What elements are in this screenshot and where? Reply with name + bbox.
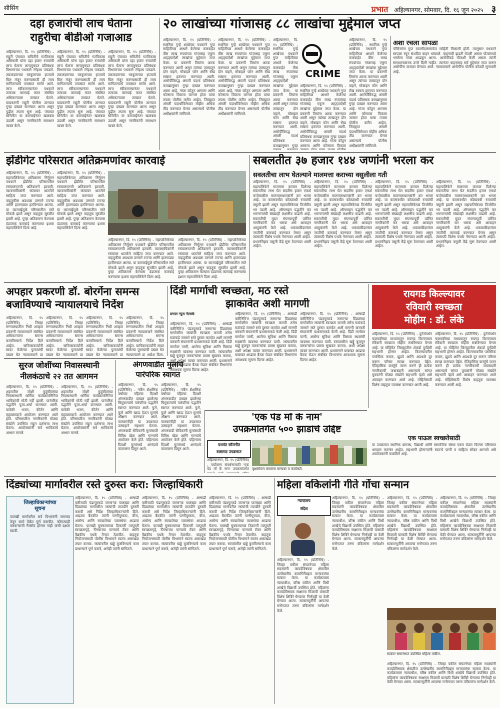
encroach-photo: [108, 171, 246, 235]
issue-date: अहिल्यानगर, सोमवार, दि. १६ जून २०२५: [394, 6, 484, 14]
dindi-body-col1: अहिल्यानगर, दि. १५ (प्रतिनिधि) - आषाढी वारीनिमित्त पंढरपूरकडे जाणाऱ्या दिंड्यांच्या मार्गावरील रस्त्यांची स्वच्छता करावी तसेच मठांकडे जाणारे रस्ते दुरुस्त करावेत अशी मागणी वारकरी संघटनांनी प्रशासनाकडे केली आहे. दिंडी मार्गावर पाणी, आरोग्य सुविधा आणि विसावा स्थळांची व्यवस्था करण्यात यावी. रस्त्यावरील खड्डे बुजवून वारकऱ्यांचा प्रवास सुखकर करावा, अशी अपेक्षा व्यक्त करण्यात आली. प्रशासनाने याबाबत आढावा बैठक घेऊन संबंधित विभागांना आवश्यक सूचना दिल्या आहेत.: [170, 322, 232, 372]
tree-label-2: बाबाच्या उपक्रमात: [216, 449, 242, 454]
anganwadi-body-col2: अहिल्यानगर, दि. १५ (प्रतिनिधि) - नवीन शैक्षणिक वर्षाच्या पहिल्या दिवशी अंगणवाडीत दाखल झालेल्या चिमुकल्यांचे पारंपरिक पद्धतीने स्वागत करण्यात आले. फुगे, फुले आणि खाऊ देऊन मुलांचे औक्षण करण्यात आले. पालकांनीही या उपक्रमात उत्साहाने सहभाग घेतला. अंगणवाडी सेविकांनी मुलांसाठी विविध खेळ आणि गाण्यांचे आयोजन केले होते. पहिल्याच दिवशी मुलांमध्ये आनंदाचे वातावरण दिसून आले.: [161, 383, 201, 452]
bribe-headline: दहा हजारांची लाच घेताना: [30, 18, 132, 30]
page-number: ३: [491, 4, 496, 15]
court-label: न्यायालय: [297, 498, 311, 503]
lawyers-body-col1: अहिल्यानगर, दि. १५ (प्रतिनिधि) - जिल्हा वकील संघटनेच्या महिला सदस्यांनी कायदेविषयक क्षेत्रातील उल्लेखनीय कामगिरीबद्दल मान्यवरांचा सत्कार केला. या कार्यक्रमाला न्यायाधीश, वरिष्ठ वकील आणि विधी शाखेचे विद्यार्थी उपस्थित होते. महिलांना कायदेविषयक साक्षरता मिळावी यासाठी विशेष शिबिरे घेण्याचा निर्णयही या वेळी घेण्यात आला. सत्कारमूर्तींनी आपल्या मनोगतात तरुण वकिलांना मार्गदर्शन केले.: [277, 558, 329, 613]
tree-label-box: [207, 440, 251, 458]
court-label-box: [277, 496, 331, 516]
joshi-headline-2: नीलकंठाचे २२ तत आगमन: [20, 372, 98, 381]
masthead: [371, 2, 496, 15]
ganja-body-col5: अहिल्यानगर, दि. १५ (प्रतिनिधि) - स्थानिक गुन्हे शाखेच्या पथकाने गुप्त माहितीच्या आधारे केलेल्या कारवाईत वीस लाख रुपयांच्या गांजासह एकूण अठ्ठ्याऐंशी लाखांचा मुद्देमाल जप्त केला. या प्रकरणी तिघांना अटक करण्यात आली असून त्यांच्या ताब्यातून दोन वाहने, मोबाइल फोन आणि रोख रक्कम हस्तगत करण्यात आली. आरोपींविरुद्ध अंमली पदार्थ प्रतिबंधक कायद्यानुसार गुन्हा दाखल करण्यात आला आहे. गांजा कोठून आणला आणि कोणाला विकला जाणार होता याचा तपास पोलीस करीत आहेत. जिल्ह्यात अंमली पदार्थांविरोधात मोहीम अधिक तीव्र करण्यात येणार असल्याचे पोलीस अधीक्षकांनी सांगितले.: [349, 38, 387, 148]
lawyers-headline: महिला वकिलांनी गीते गोंचा सन्मान: [277, 479, 409, 491]
raigad-headline-3: मोहीम : डॉ. लंके: [404, 315, 464, 326]
tax-body-col1: अहिल्यानगर, दि. १५ (प्रतिनिधि) - महापालिकेने मालमत्ता करावर दिलेल्या सवलतीचा लाभ घेत सदतीस हजार एकशे चव्वेचाळीस मालमत्ताधारकांनी कर भरला आहे. या कालावधीत कोट्यवधी रुपयांची वसुली झाली असून महापालिकेच्या तिजोरीत भर पडली आहे. ऑनलाइन पद्धतीने कर भरणाऱ्यांची संख्याही लक्षणीय वाढली आहे. सवलतीची मुदत संपण्यापूर्वी उर्वरित नागरिकांनी कर भरावा असे आवाहन आयुक्तांनी केले आहे. थकबाकीदारांवर जप्तीची कारवाई करण्यात येणार असून त्यासाठी विशेष पथके नेमण्यात आली आहेत. प्रभागनिहाय वसुली केंद्रे सुरू ठेवण्यात आली आहेत.: [253, 180, 311, 249]
roads-headline: दिंड्यांच्या मार्गावरील रस्ते दुरुस्त करा: जिल्हाधिकारी: [6, 479, 203, 491]
roads-body-col3: अहिल्यानगर, दि. १५ (प्रतिनिधि) - आषाढी वारीसाठी पंढरपूरकडे जाणाऱ्या पालख्या आणि दिंड्यांच्या मार्गावरील रस्त्यांची तातडीने दुरुस्ती करावी असे निर्देश जिल्हाधिकाऱ्यांनी दिले. आढावा बैठकीत त्यांनी पाणीपुरवठा, वीज, आरोग्य आणि स्वच्छतेच्या व्यवस्थेचा आढावा घेतला. पालखी मुक्कामाच्या ठिकाणी तात्पुरती स्वच्छतागृहे, पिण्याच्या पाण्याचे टँकर आणि वैद्यकीय पथके तैनात ठेवावीत. वाहतूक नियोजनासाठी पोलीस विभागाने स्वतंत्र आराखडा तयार करावा. रस्त्यांवरील खड्डे बुजविण्याचे काम प्राधान्याने पूर्ण करावे, असेही त्यांनी सांगितले.: [209, 496, 271, 551]
dindi-headline: दिंडी मार्गाची स्वच्छता, मठ रस्ते: [170, 285, 289, 297]
raigad-body-col1: अहिल्यानगर, दि. १५ (प्रतिनिधि) - दुर्गसंवर्धन चळवळीच्या माध्यमातून रायगड किल्ल्यावर रविवारी स्वच्छता मोहीम राबविण्यात येणार आहे. या मोहिमेत जिल्ह्यातील शेकडो दुर्गप्रेमी सहभागी होणार आहेत. किल्ल्यावरील प्लास्टिक कचरा, झुडपे आणि अडथळे दूर करून परिसर स्वच्छ करण्यात येईल. ऐतिहासिक वास्तूंचे जतन करणे ही प्रत्येक नागरिकाची जबाबदारी असल्याचे सांगत युवकांनी मोठ्या संख्येने सहभागी व्हावे असे आवाहन करण्यात आले आहे. मोहिमेसाठी विशेष वाहतूक व्यवस्था करण्यात आली आहे.: [372, 332, 432, 387]
lawyers-body-col3: अहिल्यानगर, दि. १५ (प्रतिनिधि) - जिल्हा वकील संघटनेच्या महिला सदस्यांनी कायदेविषयक क्षेत्रातील उल्लेखनीय कामगिरीबद्दल मान्यवरांचा सत्कार केला. या कार्यक्रमाला न्यायाधीश, वरिष्ठ वकील आणि विधी शाखेचे विद्यार्थी उपस्थित होते. महिलांना कायदेविषयक साक्षरता मिळावी यासाठी विशेष शिबिरे घेण्याचा निर्णयही या वेळी घेण्यात आला. सत्कारमूर्तींनी आपल्या मनोगतात तरुण वकिलांना मार्गदर्शन केले.: [387, 496, 437, 551]
ganja-side-body: पोलिसांना गुप्त बातमीदारामार्फत माहिती मिळाली होती. त्यानुसार पथकाने सापळा रचून संशयित वाहन थांबवले. वाहनाची झडती घेतली असता पोत्यांमध्ये भरलेला गांजा आढळून आला. आरोपींकडे चौकशी केली असता त्यांनी समाधानकारक उत्तरे दिली नाहीत. त्यानंतर वाहनासह सर्व मुद्देमाल जप्त करून आरोपींना ताब्यात घेण्यात आले. न्यायालयाने आरोपींना पोलीस कोठडी सुनावली आहे.: [393, 47, 496, 74]
ganja-body-col4: अहिल्यानगर, दि. १५ (प्रतिनिधि) - स्थानिक गुन्हे शाखेच्या पथकाने गुप्त माहितीच्या आधारे केलेल्या कारवाईत वीस लाख रुपयांच्या गांजासह एकूण अठ्ठ्याऐंशी लाखांचा मुद्देमाल जप्त केला. या प्रकरणी तिघांना अटक करण्यात आली असून त्यांच्या ताब्यातून दोन वाहने, मोबाइल फोन आणि रोख रक्कम हस्तगत करण्यात आली. आरोपींविरुद्ध अंमली पदार्थ प्रतिबंधक कायद्यानुसार गुन्हा दाखल करण्यात आला आहे. गांजा कोठून आणला आणि कोणाला विकला: [300, 84, 346, 148]
collector-box-head: [7, 500, 73, 512]
brand-logo: प्रभात: [371, 4, 389, 14]
court-body-col2: अहिल्यानगर, दि. १५ (प्रतिनिधि) - जिल्हा रुग्णालयातील निधी अपहार प्रकरणी न्यायालयाने संबंधित अधिकाऱ्यांना समन्स बजाविण्याचे निर्देश दिले आहेत. याचिकाकर्त्यांनी सादर केलेल्या पुराव्यांची दखल घेत न्यायालयाने हा: [46, 316, 83, 356]
raigad-headline-2: रविवारी स्वच्छता: [405, 302, 463, 313]
joshi-body-col1: अहिल्यानगर, दि. १५ (प्रतिनिधि) - शहरातील जोशी कुटुंबीयांच्या निवासस्थानी धार्मिक कार्यक्रमानिमित्त भाविकांची मोठी गर्दी झाली. पारंपरिक पद्धतीने पूजा-अर्चा करण्यात आली. यावेळी भजन, कीर्तन आणि महाप्रसादाचे आयोजन करण्यात आले होते. परिसरातील नागरिकांनी मोठ्या संख्येने उपस्थित राहून दर्शनाचा लाभ घेतला. आयोजकांनी सर्व भाविकांचे आभार मानले.: [6, 385, 58, 435]
dindi-body-col3: अहिल्यानगर, दि. १५ (प्रतिनिधि) - आषाढी वारीनिमित्त पंढरपूरकडे जाणाऱ्या दिंड्यांच्या मार्गावरील रस्त्यांची स्वच्छता करावी तसेच मठांकडे जाणारे रस्ते दुरुस्त करावेत अशी मागणी वारकरी संघटनांनी प्रशासनाकडे केली आहे. दिंडी मार्गावर पाणी, आरोग्य सुविधा आणि विसावा स्थळांची व्यवस्था करण्यात यावी. रस्त्यावरील खड्डे बुजवून वारकऱ्यांचा प्रवास सुखकर करावा, अशी अपेक्षा व्यक्त करण्यात आली. प्रशासनाने याबाबत आढावा बैठक घेऊन संबंधित विभागांना आवश्यक सूचना दिल्या आहेत.: [300, 312, 365, 362]
anganwadi-body-col1: अहिल्यानगर, दि. १५ (प्रतिनिधि) - नवीन शैक्षणिक वर्षाच्या पहिल्या दिवशी अंगणवाडीत दाखल झालेल्या चिमुकल्यांचे पारंपरिक पद्धतीने स्वागत करण्यात आले. फुगे, फुले आणि खाऊ देऊन मुलांचे औक्षण करण्यात आले. पालकांनीही या उपक्रमात उत्साहाने सहभाग घेतला. अंगणवाडी सेविकांनी मुलांसाठी विविध खेळ आणि गाण्यांचे आयोजन केले होते. पहिल्याच दिवशी मुलांमध्ये आनंदाचे वातावरण दिसून आले.: [118, 383, 158, 452]
lawyers-caption: सत्कार समारंभात उपस्थित महिला वकील.: [387, 652, 441, 656]
bribe-body-col1: अहिल्यानगर, दि. १५ (प्रतिनिधि) - राहुरी पंचायत समितीचे गटविकास अधिकारी यांना दहा हजार रुपयांची लाच घेताना लाचलुचपत प्रतिबंधक विभागाच्या पथकाने रंगेहाथ पकडले. तक्रारदाराच्या घरकुलाच्या हप्त्याचे बिल मंजूर करण्यासाठी ही लाच मागितल्याचे तपासात समोर आले. लाच स्वीकारल्यानंतर पथकाने तत्काळ कारवाई करत संबंधित अधिकाऱ्याला ताब्यात घेतले. याप्रकरणी राहुरी पोलीस ठाण्यात गुन्हा दाखल करण्यात आला असून पुढील तपास सुरू आहे. पंचायत समितीत या कारवाईनंतर खळबळ उडाली असून नागरिकांनी समाधान व्यक्त केले.: [6, 50, 54, 128]
court-label-2: संदेश: [300, 506, 308, 511]
court-body-col1: अहिल्यानगर, दि. १५ (प्रतिनिधि) - जिल्हा रुग्णालयातील निधी अपहार प्रकरणी न्यायालयाने संबंधित अधिकाऱ्यांना समन्स बजाविण्याचे निर्देश दिले आहेत. याचिकाकर्त्यांनी सादर केलेल्या पुराव्यांची दखल घेत न्यायालयाने हा: [6, 316, 43, 356]
bribe-body-col3: अहिल्यानगर, दि. १५ (प्रतिनिधि) - राहुरी पंचायत समितीचे गटविकास अधिकारी यांना दहा हजार रुपयांची लाच घेताना लाचलुचपत प्रतिबंधक विभागाच्या पथकाने रंगेहाथ पकडले. तक्रारदाराच्या घरकुलाच्या हप्त्याचे बिल मंजूर करण्यासाठी ही लाच मागितल्याचे तपासात समोर आले. लाच स्वीकारल्यानंतर पथकाने तत्काळ कारवाई करत संबंधित अधिकाऱ्याला ताब्यात घेतले. याप्रकरणी राहुरी पोलीस ठाण्यात गुन्हा दाखल करण्यात आला असून पुढील तपास सुरू आहे. पंचायत समितीत या कारवाईनंतर खळबळ उडाली असून नागरिकांनी समाधान व्यक्त केले.: [108, 50, 156, 128]
joshi-headline: सुरज जोशींच्या निवासस्थानी: [18, 361, 100, 370]
raigad-subhead: एक पाऊल स्वच्छतेसाठी: [408, 435, 460, 442]
tax-body-col2: अहिल्यानगर, दि. १५ (प्रतिनिधि) - महापालिकेने मालमत्ता करावर दिलेल्या सवलतीचा लाभ घेत सदतीस हजार एकशे चव्वेचाळीस मालमत्ताधारकांनी कर भरला आहे. या कालावधीत कोट्यवधी रुपयांची वसुली झाली असून महापालिकेच्या तिजोरीत भर पडली आहे. ऑनलाइन पद्धतीने कर भरणाऱ्यांची संख्याही लक्षणीय वाढली आहे. सवलतीची मुदत संपण्यापूर्वी उर्वरित नागरिकांनी कर भरावा असे आवाहन आयुक्तांनी केले आहे. थकबाकीदारांवर जप्तीची कारवाई करण्यात येणार असून त्यासाठी विशेष पथके नेमण्यात आली आहेत. प्रभागनिहाय वसुली केंद्रे सुरू ठेवण्यात आली आहेत.: [314, 180, 372, 249]
court-body-col4: अहिल्यानगर, दि. १५ (प्रतिनिधि) - जिल्हा रुग्णालयातील निधी अपहार प्रकरणी न्यायालयाने संबंधित अधिकाऱ्यांना समन्स बजाविण्याचे निर्देश दिले आहेत. याचिकाकर्त्यांनी सादर केलेल्या पुराव्यांची दखल घेत न्यायालयाने हा आदेश दिला.: [126, 316, 164, 356]
page-header: [4, 2, 496, 15]
tree-headline-2: उपक्रमांतर्गत ५०० झाडांचे उद्दिष्ट: [233, 425, 341, 435]
court-headline-2: बजाविण्याचे न्यायालयाचे निर्देश: [6, 299, 124, 311]
collector-box-title-2: सूचना: [34, 506, 46, 512]
anganwadi-headline: अंगणवाडीत मुलांचे: [132, 361, 184, 369]
encroach-body-col3: अहिल्यानगर, दि. १५ (प्रतिनिधि) - महापालिकेच्या अतिक्रमण निर्मूलन पथकाने झेंडीगेट परिसरातील रस्त्यालगतची अतिक्रमणे हटवली. व्यावसायिकांनी रस्त्यावर थाटलेले साहित्य जप्त करण्यात आले. वाहतुकीस अडथळा ठरणारे टपऱ्या आणि हातगाड्या हटविण्यात आल्या. या कारवाईमुळे परिसरातील रस्ते मोकळे झाले असून वाहतूक सुरळीत झाली आहे. पुन्हा अतिक्रमण केल्यास दंडात्मक कारवाई करण्याचा इशारा महापालिकेने दिला आहे.: [108, 238, 174, 279]
lawyers-photo: [387, 608, 496, 650]
anganwadi-headline-2: पारंपरिक स्वागत: [135, 371, 181, 379]
ganja-headline: २० लाखांच्या गांजासह ८८ लाखांचा मुद्देमाल जप्त: [163, 17, 401, 32]
encroach-body-col2: अहिल्यानगर, दि. १५ (प्रतिनिधि) - महापालिकेच्या अतिक्रमण निर्मूलन पथकाने झेंडीगेट परिसरातील रस्त्यालगतची अतिक्रमणे हटवली. व्यावसायिकांनी रस्त्यावर थाटलेले साहित्य जप्त करण्यात आले. वाहतुकीस अडथळा ठरणारे टपऱ्या आणि हातगाड्या हटविण्यात आल्या. या कारवाईमुळे परिसरातील रस्ते मोकळे झाले असून वाहतूक सुरळीत झाली आहे. पुन्हा अतिक्रमण केल्यास दंडात्मक कारवाई करण्याचा इशारा महापालिकेने दिला आहे.: [57, 171, 105, 231]
raigad-headline-box: [372, 285, 496, 329]
encroach-headline: झेंडीगेट परिसरात अतिक्रमणांवर कारवाई: [6, 155, 166, 167]
section-label: सीसिंग: [4, 5, 19, 12]
encroach-body-col1: अहिल्यानगर, दि. १५ (प्रतिनिधि) - महापालिकेच्या अतिक्रमण निर्मूलन पथकाने झेंडीगेट परिसरातील रस्त्यालगतची अतिक्रमणे हटवली. व्यावसायिकांनी रस्त्यावर थाटलेले साहित्य जप्त करण्यात आले. वाहतुकीस अडथळा ठरणारे टपऱ्या आणि हातगाड्या हटविण्यात आल्या. या कारवाईमुळे परिसरातील रस्ते मोकळे झाले असून वाहतूक सुरळीत झाली आहे. पुन्हा अतिक्रमण केल्यास दंडात्मक कारवाई करण्याचा इशारा महापालिकेने दिला आहे.: [6, 171, 54, 231]
ganja-side-head: अशा रचला सापळा: [393, 39, 438, 47]
court-headline: अपहार प्रकरणी डॉ. बोरगेंना समन्स: [6, 286, 140, 298]
bribe-headline-2: राहुरीचा बीडीओ गजाआड: [30, 32, 132, 44]
lawyers-body-col4: अहिल्यानगर, दि. १५ (प्रतिनिधि) - जिल्हा वकील संघटनेच्या महिला सदस्यांनी कायदेविषयक क्षेत्रातील उल्लेखनीय कामगिरीबद्दल मान्यवरांचा सत्कार केला. या कार्यक्रमाला न्यायाधीश, वरिष्ठ वकील आणि विधी शाखेचे विद्यार्थी उपस्थित होते. महिलांना कायदेविषयक साक्षरता मिळावी यासाठी विशेष शिबिरे घेण्याचा निर्णयही या वेळी घेण्यात आला. सत्कारमूर्तींनी आपल्या मनोगतात तरुण वकिलांना मार्गदर्शन केले.: [440, 496, 496, 542]
joshi-body-col2: अहिल्यानगर, दि. १५ (प्रतिनिधि) - शहरातील जोशी कुटुंबीयांच्या निवासस्थानी धार्मिक कार्यक्रमानिमित्त भाविकांची मोठी गर्दी झाली. पारंपरिक पद्धतीने पूजा-अर्चा करण्यात आली. यावेळी भजन, कीर्तन आणि महाप्रसादाचे आयोजन करण्यात आले होते. परिसरातील नागरिकांनी मोठ्या संख्येने उपस्थित राहून दर्शनाचा लाभ घेतला. आयोजकांनी सर्व भाविकांचे आभार मानले.: [61, 385, 113, 435]
dindi-body-col2: अहिल्यानगर, दि. १५ (प्रतिनिधि) - आषाढी वारीनिमित्त पंढरपूरकडे जाणाऱ्या दिंड्यांच्या मार्गावरील रस्त्यांची स्वच्छता करावी तसेच मठांकडे जाणारे रस्ते दुरुस्त करावेत अशी मागणी वारकरी संघटनांनी प्रशासनाकडे केली आहे. दिंडी मार्गावर पाणी, आरोग्य सुविधा आणि विसावा स्थळांची व्यवस्था करण्यात यावी. रस्त्यावरील खड्डे बुजवून वारकऱ्यांचा प्रवास सुखकर करावा, अशी अपेक्षा व्यक्त करण्यात आली. प्रशासनाने याबाबत आढावा बैठक घेऊन संबंधित विभागांना आवश्यक सूचना दिल्या आहेत.: [235, 312, 297, 362]
crime-logo: [300, 40, 346, 80]
raigad-body2: या उपक्रमात स्थानिक ग्रामस्थ, विद्यार्थी आणि सामाजिक संस्था एकत्र येऊन किल्ला परिसरात श्रमदान करणार आहेत. सहभागी होणाऱ्यांनी स्वतःचे पाणी व साहित्य सोबत आणावे असे आयोजकांनी कळविले आहे.: [372, 443, 496, 457]
lawyers-body-col2: अहिल्यानगर, दि. १५ (प्रतिनिधि) - जिल्हा वकील संघटनेच्या महिला सदस्यांनी कायदेविषयक क्षेत्रातील उल्लेखनीय कामगिरीबद्दल मान्यवरांचा सत्कार केला. या कार्यक्रमाला न्यायाधीश, वरिष्ठ वकील आणि विधी शाखेचे विद्यार्थी उपस्थित होते. महिलांना कायदेविषयक साक्षरता मिळावी यासाठी विशेष शिबिरे घेण्याचा निर्णयही या वेळी घेण्यात आला. सत्कारमूर्तींनी आपल्या मनोगतात तरुण वकिलांना मार्गदर्शन केले.: [332, 496, 384, 551]
tax-subheadline: सवलतीचा लाभ घेतल्याने मालमत्ता कराच्या वसुलीला गती: [253, 171, 388, 179]
tree-body-col1: अहिल्यानगर, दि. १५ (प्रतिनिधि) - पर्यावरण संवर्धनासाठी 'एक पेड माँ के नाम' उपक्रमांतर्गत: [207, 458, 249, 472]
ganja-body-col3: अहिल्यानगर, दि. १५ (प्रतिनिधि) - स्थानिक गुन्हे शाखेच्या पथकाने गुप्त माहितीच्या आधारे केलेल्या कारवाईत वीस लाख रुपयांच्या गांजासह एकूण अठ्ठ्याऐंशी लाखांचा मुद्देमाल जप्त केला. या प्रकरणी तिघांना अटक करण्यात आली असून त्यांच्या ताब्यातून दोन वाहने, मोबाइल फोन आणि रोख रक्कम हस्तगत करण्यात आली. आरोपींविरुद्ध अंमली पदार्थ प्रतिबंधक कायद्यानुसार गुन्हा: [273, 38, 298, 148]
raigad-body-col2: अहिल्यानगर, दि. १५ (प्रतिनिधि) - दुर्गसंवर्धन चळवळीच्या माध्यमातून रायगड किल्ल्यावर रविवारी स्वच्छता मोहीम राबविण्यात येणार आहे. या मोहिमेत जिल्ह्यातील शेकडो दुर्गप्रेमी सहभागी होणार आहेत. किल्ल्यावरील प्लास्टिक कचरा, झुडपे आणि अडथळे दूर करून परिसर स्वच्छ करण्यात येईल. ऐतिहासिक वास्तूंचे जतन करणे ही प्रत्येक नागरिकाची जबाबदारी असल्याचे सांगत युवकांनी मोठ्या संख्येने सहभागी व्हावे असे आवाहन करण्यात आले आहे. मोहिमेसाठी विशेष वाहतूक व्यवस्था करण्यात आली आहे.: [435, 332, 496, 387]
collector-box-body: पालखी मार्गावरील सर्व विभागांनी समन्वय ठेवून कामे वेळेत पूर्ण करावीत. कोणत्याही वारकऱ्याची गैरसोय होणार नाही याची दक्षता घ्यावी.: [10, 515, 70, 533]
ganja-intro: अहिल्यानगर, दि. १५ (प्रतिनिधि) - स्थानिक गुन्हे शाखेच्या पथकाने गुप्त माहितीच्या आधारे केलेल्या कारवाईत वीस लाख रुपयांच्या गांजासह एकूण अठ्ठ्याऐंशी लाखांचा मुद्देमाल जप्त केला. या प्रकरणी तिघांना अटक करण्यात आली असून त्यांच्या ताब्यातून दोन वाहने, मोबाइल फोन आणि रोख रक्कम हस्तगत करण्यात आली. आरोपींविरुद्ध अंमली पदार्थ प्रतिबंधक कायद्यानुसार गुन्हा दाखल करण्यात आला आहे. गांजा कोठून आणला आणि कोणाला विकला जाणार होता याचा तपास पोलीस करीत आहेत. जिल्ह्यात अंमली पदार्थांविरोधात मोहीम अधिक तीव्र करण्यात येणार असल्याचे पोलीस अधीक्षकांनी सांगितले.: [163, 38, 215, 116]
encroach-body-col4: अहिल्यानगर, दि. १५ (प्रतिनिधि) - महापालिकेच्या अतिक्रमण निर्मूलन पथकाने झेंडीगेट परिसरातील रस्त्यालगतची अतिक्रमणे हटवली. व्यावसायिकांनी रस्त्यावर थाटलेले साहित्य जप्त करण्यात आले. वाहतुकीस अडथळा ठरणारे टपऱ्या आणि हातगाड्या हटविण्यात आल्या. या कारवाईमुळे परिसरातील रस्ते मोकळे झाले असून वाहतूक सुरळीत झाली आहे. पुन्हा अतिक्रमण केल्यास दंडात्मक कारवाई करण्याचा इशारा महापालिकेने दिला आहे.: [178, 238, 246, 279]
tree-caption: वृक्षारोपण करताना मान्यवर व कार्यकर्ते.: [252, 467, 303, 471]
bribe-body-col2: अहिल्यानगर, दि. १५ (प्रतिनिधि) - राहुरी पंचायत समितीचे गटविकास अधिकारी यांना दहा हजार रुपयांची लाच घेताना लाचलुचपत प्रतिबंधक विभागाच्या पथकाने रंगेहाथ पकडले. तक्रारदाराच्या घरकुलाच्या हप्त्याचे बिल मंजूर करण्यासाठी ही लाच मागितल्याचे तपासात समोर आले. लाच स्वीकारल्यानंतर पथकाने तत्काळ कारवाई करत संबंधित अधिकाऱ्याला ताब्यात घेतले. याप्रकरणी राहुरी पोलीस ठाण्यात गुन्हा दाखल करण्यात आला असून पुढील तपास सुरू आहे. पंचायत समितीत या कारवाईनंतर खळबळ उडाली असून नागरिकांनी समाधान व्यक्त केले.: [57, 50, 105, 128]
tax-body-col3: अहिल्यानगर, दि. १५ (प्रतिनिधि) - महापालिकेने मालमत्ता करावर दिलेल्या सवलतीचा लाभ घेत सदतीस हजार एकशे चव्वेचाळीस मालमत्ताधारकांनी कर भरला आहे. या कालावधीत कोट्यवधी रुपयांची वसुली झाली असून महापालिकेच्या तिजोरीत भर पडली आहे. ऑनलाइन पद्धतीने कर भरणाऱ्यांची संख्याही लक्षणीय वाढली आहे. सवलतीची मुदत संपण्यापूर्वी उर्वरित नागरिकांनी कर भरावा असे आवाहन आयुक्तांनी केले आहे. थकबाकीदारांवर जप्तीची कारवाई करण्यात येणार असून त्यासाठी विशेष पथके नेमण्यात आली आहेत. प्रभागनिहाय वसुली केंद्रे सुरू ठेवण्यात आली आहेत.: [375, 180, 433, 249]
svg-text:CRIME: CRIME: [305, 69, 341, 80]
tax-headline: सबलतीत ३७ हजार १४४ जणांनी भरला कर: [253, 154, 434, 167]
collector-box: [6, 496, 74, 704]
lawyers-body-col5: अहिल्यानगर, दि. १५ (प्रतिनिधि) - जिल्हा वकील संघटनेच्या महिला सदस्यांनी कायदेविषयक क्षेत्रातील उल्लेखनीय कामगिरीबद्दल मान्यवरांचा सत्कार केला. या कार्यक्रमाला न्यायाधीश, वरिष्ठ वकील आणि विधी शाखेचे विद्यार्थी उपस्थित होते. महिलांना कायदेविषयक साक्षरता मिळावी यासाठी विशेष शिबिरे घेण्याचा निर्णयही या वेळी घेण्यात आला. सत्कारमूर्तींनी आपल्या मनोगतात तरुण वकिलांना मार्गदर्शन केले.: [387, 662, 496, 685]
dindi-headline-2: झाकावेत अशी मागणी: [225, 298, 310, 310]
raigad-headline: रायगड किल्ल्यावर: [403, 289, 465, 300]
tax-body-col4: अहिल्यानगर, दि. १५ (प्रतिनिधि) - महापालिकेने मालमत्ता करावर दिलेल्या सवलतीचा लाभ घेत सदतीस हजार एकशे चव्वेचाळीस मालमत्ताधारकांनी कर भरला आहे. या कालावधीत कोट्यवधी रुपयांची वसुली झाली असून महापालिकेच्या तिजोरीत भर पडली आहे. ऑनलाइन पद्धतीने कर भरणाऱ्यांची संख्याही लक्षणीय वाढली आहे. सवलतीची मुदत संपण्यापूर्वी उर्वरित नागरिकांनी कर भरावा असे आवाहन आयुक्तांनी केले आहे. थकबाकीदारांवर जप्तीची कारवाई करण्यात येणार असून त्यासाठी विशेष पथके नेमण्यात आली आहेत. प्रभागनिहाय वसुली केंद्रे सुरू ठेवण्यात आली आहेत.: [436, 180, 496, 249]
tree-photo: [252, 440, 367, 466]
dindi-label: प्रभात न्यूज नेटवर्क: [170, 312, 195, 316]
tree-headline: 'एक पेड माँ के नाम': [251, 413, 323, 423]
tree-label: यशवंत कॉलनीत: [217, 442, 241, 447]
roads-body-col2: अहिल्यानगर, दि. १५ (प्रतिनिधि) - आषाढी वारीसाठी पंढरपूरकडे जाणाऱ्या पालख्या आणि दिंड्यांच्या मार्गावरील रस्त्यांची तातडीने दुरुस्ती करावी असे निर्देश जिल्हाधिकाऱ्यांनी दिले. आढावा बैठकीत त्यांनी पाणीपुरवठा, वीज, आरोग्य आणि स्वच्छतेच्या व्यवस्थेचा आढावा घेतला. पालखी मुक्कामाच्या ठिकाणी तात्पुरती स्वच्छतागृहे, पिण्याच्या पाण्याचे टँकर आणि वैद्यकीय पथके तैनात ठेवावीत. वाहतूक नियोजनासाठी पोलीस विभागाने स्वतंत्र आराखडा तयार करावा. रस्त्यांवरील खड्डे बुजविण्याचे काम प्राधान्याने पूर्ण करावे, असेही त्यांनी सांगितले.: [142, 496, 206, 551]
portrait-photo: [281, 516, 325, 556]
collector-box-title: जिल्हाधिकाऱ्यांच्या: [23, 500, 57, 506]
ganja-body-col2: अहिल्यानगर, दि. १५ (प्रतिनिधि) - स्थानिक गुन्हे शाखेच्या पथकाने गुप्त माहितीच्या आधारे केलेल्या कारवाईत वीस लाख रुपयांच्या गांजासह एकूण अठ्ठ्याऐंशी लाखांचा मुद्देमाल जप्त केला. या प्रकरणी तिघांना अटक करण्यात आली असून त्यांच्या ताब्यातून दोन वाहने, मोबाइल फोन आणि रोख रक्कम हस्तगत करण्यात आली. आरोपींविरुद्ध अंमली पदार्थ प्रतिबंधक कायद्यानुसार गुन्हा दाखल करण्यात आला आहे. गांजा कोठून आणला आणि कोणाला विकला जाणार होता याचा तपास पोलीस करीत आहेत. जिल्ह्यात अंमली पदार्थांविरोधात मोहीम अधिक तीव्र करण्यात येणार असल्याचे पोलीस अधीक्षकांनी सांगितले.: [218, 38, 270, 116]
roads-body-col1: अहिल्यानगर, दि. १५ (प्रतिनिधि) - आषाढी वारीसाठी पंढरपूरकडे जाणाऱ्या पालख्या आणि दिंड्यांच्या मार्गावरील रस्त्यांची तातडीने दुरुस्ती करावी असे निर्देश जिल्हाधिकाऱ्यांनी दिले. आढावा बैठकीत त्यांनी पाणीपुरवठा, वीज, आरोग्य आणि स्वच्छतेच्या व्यवस्थेचा आढावा घेतला. पालखी मुक्कामाच्या ठिकाणी तात्पुरती स्वच्छतागृहे, पिण्याच्या पाण्याचे टँकर आणि वैद्यकीय पथके तैनात ठेवावीत. वाहतूक नियोजनासाठी पोलीस विभागाने स्वतंत्र आराखडा तयार करावा. रस्त्यांवरील खड्डे बुजविण्याचे काम प्राधान्याने पूर्ण करावे, असेही त्यांनी सांगितले.: [75, 496, 139, 551]
court-body-col3: अहिल्यानगर, दि. १५ (प्रतिनिधि) - जिल्हा रुग्णालयातील निधी अपहार प्रकरणी न्यायालयाने संबंधित अधिकाऱ्यांना समन्स बजाविण्याचे निर्देश दिले आहेत. याचिकाकर्त्यांनी सादर केलेल्या पुराव्यांची दखल घेत न्यायालयाने हा: [86, 316, 123, 356]
